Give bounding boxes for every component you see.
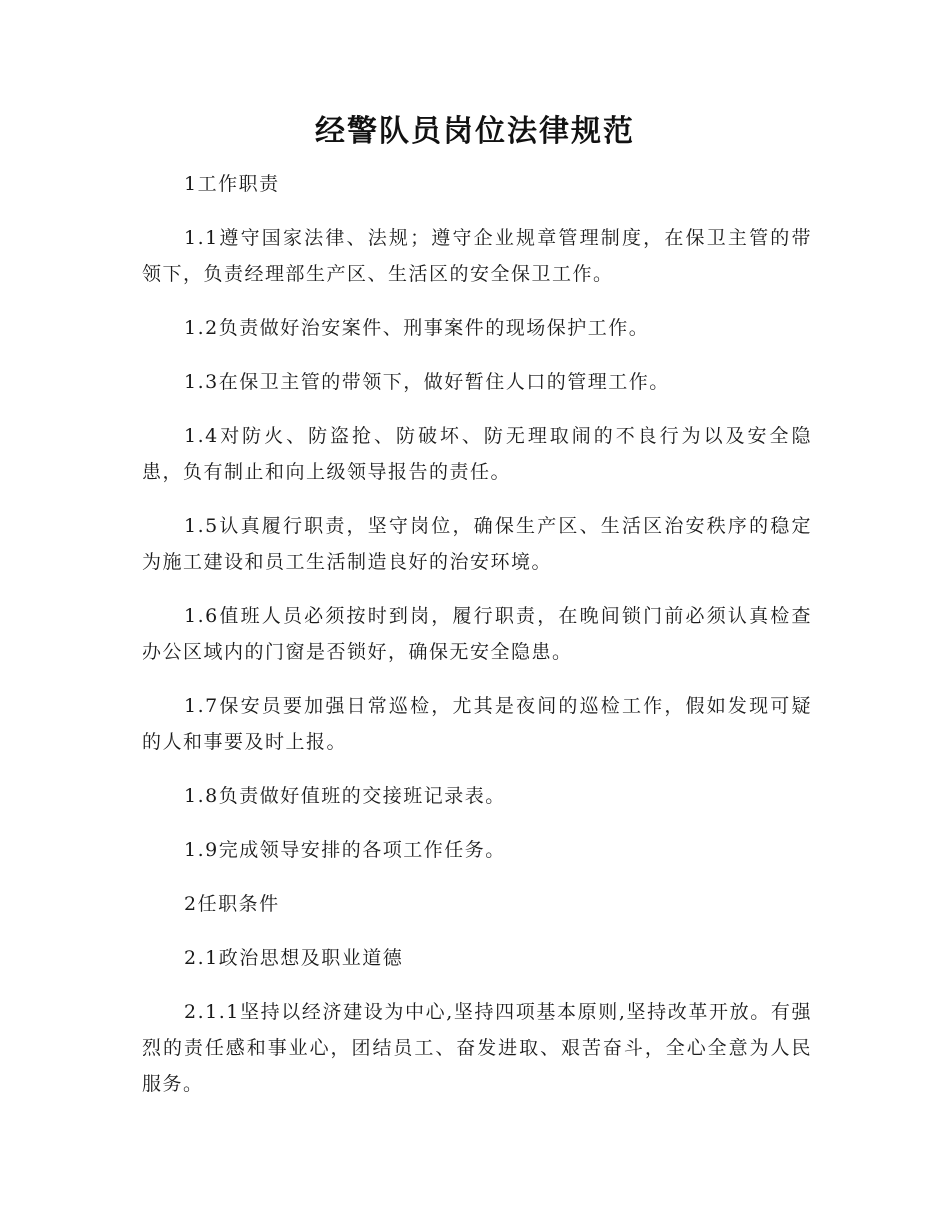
- document-title: 经警队员岗位法律规范: [315, 114, 635, 149]
- subsection-heading: 2.1政治思想及职业道德: [184, 947, 404, 969]
- section-heading: 2任职条件: [184, 893, 280, 915]
- paragraph: 1.7保安员要加强日常巡检，尤其是夜间的巡检工作，假如发现可疑的人和事要及时上报。: [142, 695, 812, 753]
- paragraph: 1.9完成领导安排的各项工作任务。: [184, 839, 506, 861]
- paragraph: 1.4对防火、防盗抢、防破坏、防无理取闹的不良行为以及安全隐患，负有制止和向上级领导报告的责任。: [142, 425, 812, 483]
- paragraph: 1.2负责做好治安案件、刑事案件的现场保护工作。: [184, 317, 650, 339]
- paragraph: 1.1遵守国家法律、法规；遵守企业规章管理制度，在保卫主管的带领下，负责经理部生产区、生活区的安全保卫工作。: [142, 227, 812, 285]
- paragraph: 1.3在保卫主管的带领下，做好暂住人口的管理工作。: [184, 371, 670, 393]
- paragraph: 1.5认真履行职责，坚守岗位，确保生产区、生活区治安秩序的稳定为施工建设和员工生活制造良好的治安环境。: [142, 515, 812, 573]
- paragraph: 2.1.1坚持以经济建设为中心,坚持四项基本原则,坚持改革开放。有强烈的责任感和事业心，团结员工、奋发进取、艰苦奋斗，全心全意为人民服务。: [142, 1001, 812, 1095]
- section-heading: 1工作职责: [184, 173, 280, 195]
- paragraph: 1.8负责做好值班的交接班记录表。: [184, 785, 506, 807]
- document-body: [142, 166, 812, 1120]
- paragraph: 1.6值班人员必须按时到岗，履行职责，在晚间锁门前必须认真检查办公区域内的门窗是否锁好，确保无安全隐患。: [142, 605, 812, 663]
